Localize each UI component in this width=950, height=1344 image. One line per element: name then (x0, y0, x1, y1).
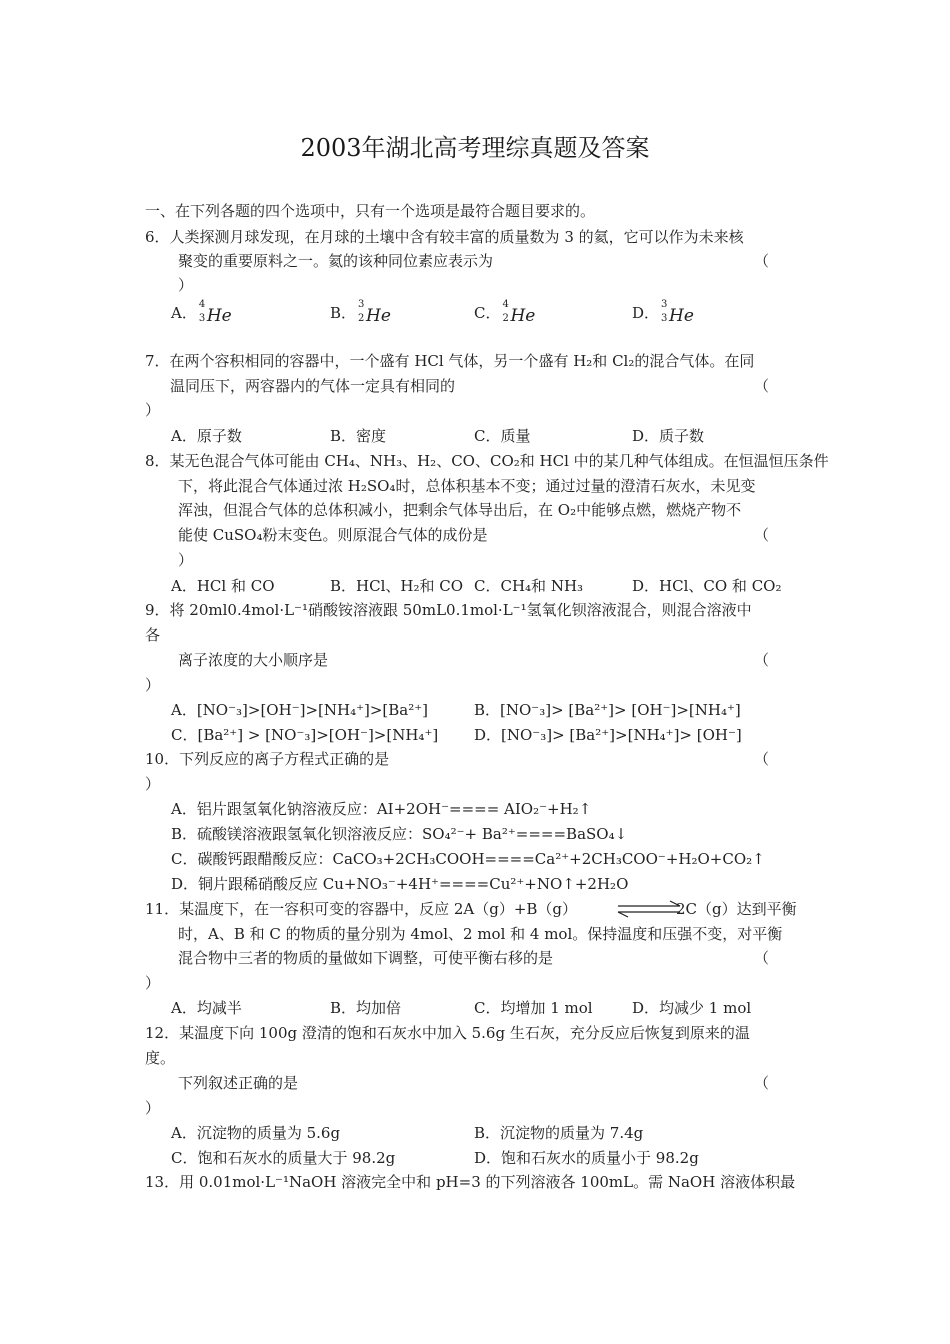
q10-paren-open: （ (754, 750, 770, 768)
q8-option-b: B．HCl、H₂和 CO (330, 577, 464, 595)
nuclide-he-4-2: 4 2 He (502, 299, 536, 326)
q7-line-1: 7．在两个容积相同的容器中，一个盛有 HCl 气体，另一个盛有 H₂和 Cl₂的混合气体。在同 (145, 352, 755, 370)
q8-paren-close: ） (178, 551, 194, 569)
q7-option-c: C．质量 (474, 427, 531, 445)
q9-paren-open: （ (754, 651, 770, 669)
q10-option-a: A．铝片跟氢氧化钠溶液反应：AI+2OH⁻==== AIO₂⁻+H₂↑ (171, 800, 592, 818)
q12-line-2: 下列叙述正确的是 (178, 1074, 299, 1092)
q6-line-2: 聚变的重要原料之一。氦的该种同位素应表示为 (178, 252, 494, 270)
q7-option-d: D．质子数 (632, 427, 705, 445)
q10-option-b: B．硫酸镁溶液跟氢氧化钡溶液反应：SO₄²⁻+ Ba²⁺====BaSO₄↓ (171, 825, 628, 843)
q12-option-a: A．沉淀物的质量为 5.6g (171, 1124, 341, 1142)
q6-option-d (632, 299, 699, 327)
q11-option-b: B．均加倍 (330, 999, 402, 1017)
option-label: A． (171, 304, 197, 322)
q7-option-a: A．原子数 (171, 427, 242, 445)
q6-option-b (330, 299, 396, 327)
q11-option-c: C．均增加 1 mol (474, 999, 593, 1017)
q12-paren-close: ） (145, 1099, 161, 1117)
q11-paren-open: （ (754, 949, 770, 967)
q9-paren-close: ） (145, 676, 161, 694)
q7-paren-close: ） (145, 401, 161, 419)
equilibrium-arrow-icon (614, 898, 684, 920)
q12-option-b: B．沉淀物的质量为 7.4g (474, 1124, 644, 1142)
option-label: B． (330, 304, 357, 322)
q6-paren-close: ） (178, 276, 194, 294)
q12-option-d: D．饱和石灰水的质量小于 98.2g (474, 1149, 699, 1167)
q12-line-1: 12．某温度下向 100g 澄清的饱和石灰水中加入 5.6g 生石灰，充分反应后恢复到原来的温 (145, 1024, 750, 1042)
q12-line-1-wrap: 度。 (145, 1049, 176, 1067)
q11-option-d: D．均减少 1 mol (632, 999, 752, 1017)
q9-option-d: D．[NO⁻₃]> [Ba²⁺]>[NH₄⁺]> [OH⁻] (474, 726, 742, 744)
q9-line-2: 离子浓度的大小顺序是 (178, 651, 329, 669)
q11-option-a: A．均减半 (171, 999, 242, 1017)
q8-line-2: 下，将此混合气体通过浓 H₂SO₄时，总体积基本不变；通过过量的澄清石灰水，未见变 (178, 477, 756, 495)
q8-option-a: A．HCl 和 CO (171, 577, 275, 595)
page-title: 2003年湖北高考理综真题及答案 (300, 134, 650, 162)
q9-line-1-wrap: 各 (145, 626, 161, 644)
q9-line-1: 9．将 20ml0.4mol·L⁻¹硝酸铵溶液跟 50mL0.1mol·L⁻¹氢氧化钡溶液混合，则混合溶液中 (145, 601, 752, 619)
q8-line-4: 能使 CuSO₄粉末变色。则原混合气体的成份是 (178, 526, 488, 544)
q7-paren-open: （ (754, 377, 770, 395)
q9-option-c: C．[Ba²⁺] > [NO⁻₃]>[OH⁻]>[NH₄⁺] (171, 726, 439, 744)
option-label: D． (632, 304, 660, 322)
q11-line-3: 混合物中三者的物质的量做如下调整，可使平衡右移的是 (178, 949, 554, 967)
q7-option-b: B．密度 (330, 427, 387, 445)
q8-line-1: 8．某无色混合气体可能由 CH₄、NH₃、H₂、CO、CO₂和 HCl 中的某几种气体组成。在恒温恒压条件 (145, 452, 829, 470)
q11-line-2: 时，A、B 和 C 的物质的量分别为 4mol、2 mol 和 4 mol。保持温度和压强不变，对平衡 (178, 925, 783, 943)
q8-option-d: D．HCl、CO 和 CO₂ (632, 577, 782, 595)
q6-option-a (171, 299, 237, 327)
q11-paren-close: ） (145, 974, 161, 992)
q6-line-1: 6．人类探测月球发现，在月球的土壤中含有较丰富的质量数为 3 的氦，它可以作为未来核 (145, 228, 744, 246)
nuclide-he-3-2: 3 2 He (358, 299, 391, 326)
q6-paren-open: （ (754, 252, 770, 270)
q8-line-3: 浑浊，但混合气体的总体积减小，把剩余气体导出后，在 O₂中能够点燃，燃烧产物不 (178, 501, 742, 519)
section-heading: 一、在下列各题的四个选项中，只有一个选项是最符合题目要求的。 (145, 202, 596, 220)
q11-line-1b: 2C（g）达到平衡 (676, 900, 797, 918)
q8-option-c: C．CH₄和 NH₃ (474, 577, 584, 595)
q9-option-b: B．[NO⁻₃]> [Ba²⁺]> [OH⁻]>[NH₄⁺] (474, 701, 741, 719)
q8-paren-open: （ (754, 526, 770, 544)
q6-option-c (474, 299, 540, 327)
nuclide-he-4-3: 4 3 He (198, 299, 232, 326)
q10-option-c: C．碳酸钙跟醋酸反应：CaCO₃+2CH₃COOH====Ca²⁺+2CH₃COO⁻+H₂O+CO₂↑ (171, 850, 765, 868)
q10-line-1: 10．下列反应的离子方程式正确的是 (145, 750, 390, 768)
q10-paren-close: ） (145, 775, 161, 793)
q7-line-2: 温同压下，两容器内的气体一定具有相同的 (170, 377, 456, 395)
q9-option-a: A．[NO⁻₃]>[OH⁻]>[NH₄⁺]>[Ba²⁺] (171, 701, 429, 719)
q12-paren-open: （ (754, 1074, 770, 1092)
q13-line-1: 13．用 0.01mol·L⁻¹NaOH 溶液完全中和 pH=3 的下列溶液各 100mL。需 NaOH 溶液体积最 (145, 1173, 796, 1191)
q10-option-d: D．铜片跟稀硝酸反应 Cu+NO₃⁻+4H⁺====Cu²⁺+NO↑+2H₂O (171, 875, 629, 893)
option-label: C． (474, 304, 501, 322)
q12-option-c: C．饱和石灰水的质量大于 98.2g (171, 1149, 396, 1167)
nuclide-he-3-3: 3 3 He (661, 299, 694, 326)
q11-line-1a: 11．某温度下，在一容积可变的容器中，反应 2A（g）+B（g） (145, 900, 578, 918)
